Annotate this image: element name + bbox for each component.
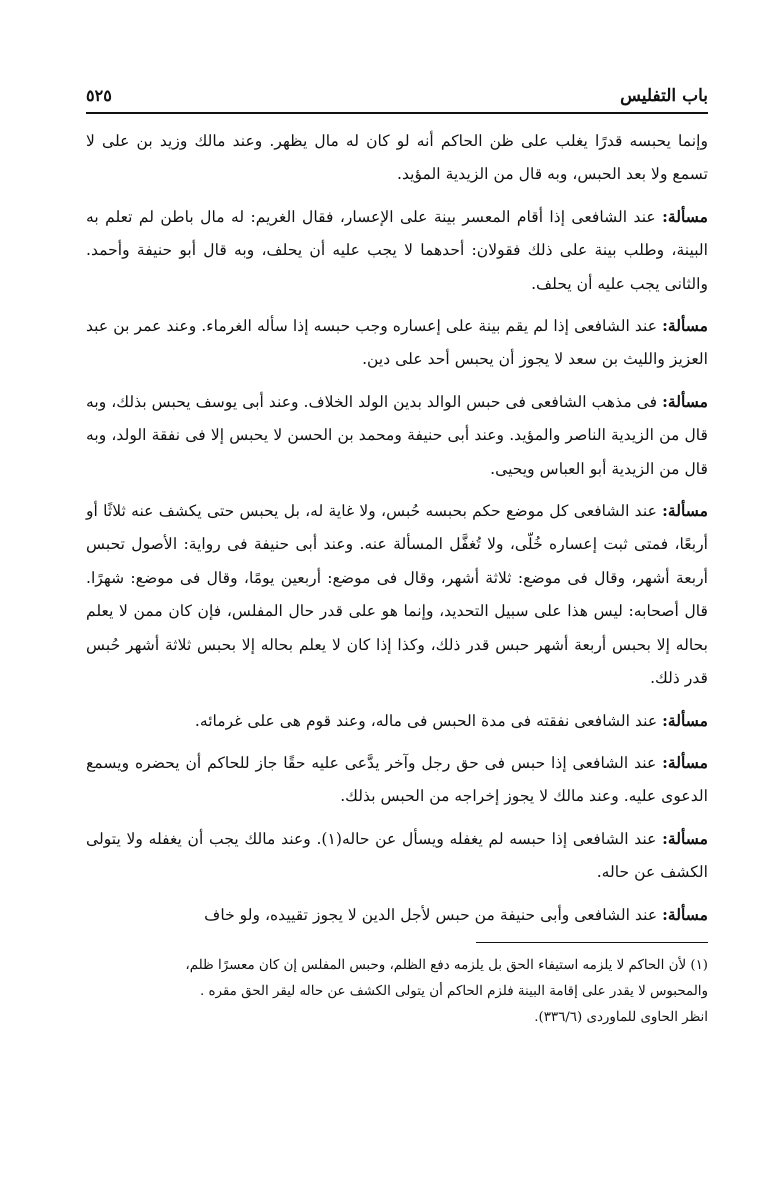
footnote-line: (١) لأن الحاكم لا يلزمه استيفاء الحق بل يلزمه دفع الظلم، وحبس المفلس إن كان معسرًا ظلم،	[185, 957, 708, 973]
book-page	[86, 86, 708, 1031]
footnote-line: والمحبوس لا يقدر على إقامة البينة فلزم الحاكم أن يتولى الكشف عن حاله ليقر الحق مقره .	[199, 983, 708, 999]
paragraph: مسألة: عند الشافعى إذا أقام المعسر بينة على الإعسار، فقال الغريم: له مال باطن لم تعلم به البينة، وطلب بينة على ذلك فقولان: أحدهما لا يجب عليه أن يحلف، وبه قال أبو حنيفة وأحمد. والثانى يجب عليه أن يحلف.	[86, 206, 708, 293]
page-number: ٥٢٥	[86, 86, 112, 105]
paragraph: مسألة: عند الشافعى إذا حبسه لم يغفله ويسأل عن حاله(١). وعند مالك يجب أن يغفله ولا يتولى الكشف عن حاله.	[86, 828, 709, 882]
paragraph: مسألة: عند الشافعى نفقته فى مدة الحبس فى ماله، وعند قوم هى على غرمائه.	[194, 710, 708, 730]
issue-label: مسألة:	[662, 316, 708, 336]
paragraph: مسألة: عند الشافعى إذا حبس فى حق رجل وآخر يدَّعى عليه حقًا جاز للحاكم أن يحضره ويسمع الدعوى عليه. وعند مالك لا يجوز إخراجه من الحبس بذلك.	[86, 752, 708, 806]
paragraph: مسألة: عند الشافعى وأبى حنيفة من حبس لأجل الدين لا يجوز تقييده، ولو خاف	[204, 904, 708, 924]
footnote-line: انظر الحاوى للماوردى (٣٣٦/٦).	[534, 1009, 708, 1025]
issue-label: مسألة:	[662, 710, 708, 730]
issue-label: مسألة:	[662, 904, 708, 924]
paragraph: مسألة: عند الشافعى كل موضع حكم بحبسه حُبس، ولا غاية له، بل يحبس حتى يكشف عنه ثلاثًا أو أربعًا، فمتى ثبت إعساره خُلّى، ولا تُغفَّل المسألة عنه. وعند أبى حنيفة فى رواية: الأصول تحبس أربعة أشهر، وقال فى موضع: ثلاثة أشهر، وقال فى موضع: أربعين يومًا، وقال فى موضع: شهرًا. قال أصحابه: ليس هذا على سبيل التحديد، وإنما هو على قدر حال المفلس، فإن كان ممن لا يعلم بحاله إلا بحبس أربعة أشهر حبس قدر ذلك، وكذا إذا كان لا يعلم بحاله إلا بحبس ثلاثة أشهر حُبس قدر ذلك.	[86, 501, 708, 688]
issue-label: مسألة:	[662, 391, 708, 411]
paragraph: مسألة: عند الشافعى إذا لم يقم بينة على إعساره وجب حبسه إذا سأله الغرماء. وعند عمر بن عبد العزيز والليث بن سعد لا يجوز أن يحبس أحد على دين.	[86, 316, 708, 369]
paragraph: وإنما يحبسه قدرًا يغلب على ظن الحاكم أنه لو كان له مال يظهر. وعند مالك وزيد بن على لا تسمع ولا بعد الحبس، وبه قال من الزيدية المؤيد.	[86, 132, 708, 184]
running-header	[86, 86, 708, 114]
footnote	[86, 953, 708, 1031]
issue-label: مسألة:	[662, 828, 709, 848]
paragraph: مسألة: فى مذهب الشافعى فى حبس الوالد بدين الولد الخلاف. وعند أبى يوسف يحبس بذلك، وبه قال من الزيدية الناصر والمؤيد. وعند أبى حنيفة ومحمد بن الحسن لا يحبس إلا فى نفقة الولد، وبه قال من الزيدية أبو العباس ويحيى.	[86, 391, 708, 478]
chapter-title: باب التفليس	[620, 86, 708, 106]
issue-label: مسألة:	[662, 206, 708, 226]
issue-label: مسألة:	[662, 501, 708, 521]
footnote-divider	[476, 942, 708, 943]
issue-label: مسألة:	[662, 752, 708, 772]
main-text	[86, 114, 708, 932]
